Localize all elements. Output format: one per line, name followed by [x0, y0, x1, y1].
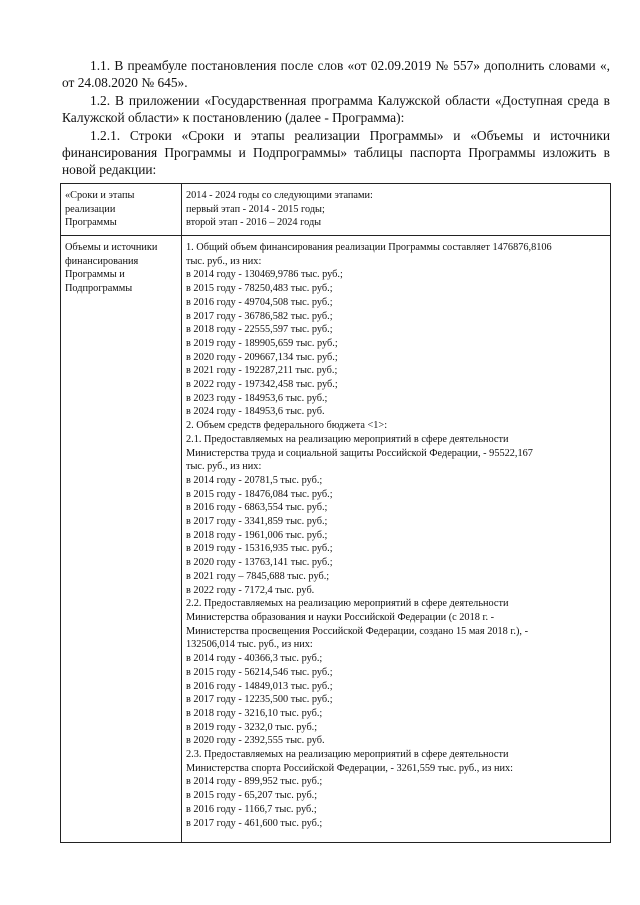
cell-line: Программы	[65, 217, 117, 229]
cell-line: «Сроки и этапы	[65, 190, 135, 201]
cell-line: тыс. руб., из них:	[186, 255, 262, 267]
cell-line: второй этап - 2016 – 2024 годы	[186, 217, 322, 229]
cell-line: 2014 - 2024 годы со следующими этапами:	[186, 190, 373, 201]
cell-line: реализации	[65, 203, 116, 215]
cell-line: в 2016 году - 14849,013 тыс. руб.;	[186, 680, 333, 692]
paragraph-1-2: 1.2. В приложении «Государственная программа Калужской области «Доступная среда в Калужской области» к постановлению (далее - Программа):	[62, 92, 610, 126]
cell-line: в 2016 году - 1166,7 тыс. руб.;	[186, 803, 317, 815]
cell-line: в 2018 году - 22555,597 тыс. руб.;	[186, 324, 333, 336]
cell-line: Министерства спорта Российской Федерации, - 3261,559 тыс. руб., из них:	[186, 762, 514, 774]
cell-line: в 2016 году - 6863,554 тыс. руб.;	[186, 502, 328, 514]
row1-label-cell	[65, 189, 177, 230]
cell-line: Министерства образования и науки Российской Федерации (с 2018 г. -	[186, 611, 495, 623]
cell-line: в 2022 году - 197342,458 тыс. руб.;	[186, 379, 338, 391]
cell-line: 2. Объем средств федерального бюджета <1>:	[186, 420, 388, 432]
cell-line: в 2017 году - 12235,500 тыс. руб.;	[186, 694, 333, 706]
cell-line: тыс. руб., из них:	[186, 461, 262, 473]
cell-line: финансирования	[65, 255, 139, 267]
cell-line: 1. Общий объем финансирования реализации Программы составляет 1476876,8106	[186, 242, 552, 253]
cell-line: в 2014 году - 40366,3 тыс. руб.;	[186, 653, 323, 665]
cell-line: в 2018 году - 1961,006 тыс. руб.;	[186, 529, 328, 541]
cell-line: 2.1. Предоставляемых на реализацию мероприятий в сфере деятельности	[186, 433, 509, 445]
cell-line: в 2015 году - 18476,084 тыс. руб.;	[186, 488, 333, 500]
cell-line: в 2021 году - 192287,211 тыс. руб.;	[186, 365, 338, 377]
cell-line: первый этап - 2014 - 2015 годы;	[186, 203, 325, 215]
passport-table	[60, 183, 611, 843]
cell-line: в 2018 году - 3216,10 тыс. руб.;	[186, 707, 323, 719]
row2-value-cell	[186, 241, 607, 830]
cell-line: в 2014 году - 899,952 тыс. руб.;	[186, 776, 323, 788]
cell-line: в 2019 году - 3232,0 тыс. руб.;	[186, 721, 318, 733]
cell-line: в 2022 году - 7172,4 тыс. руб.	[186, 584, 315, 596]
cell-line: в 2014 году - 20781,5 тыс. руб.;	[186, 474, 323, 486]
cell-line: в 2015 году - 56214,546 тыс. руб.;	[186, 666, 333, 678]
cell-line: в 2021 году – 7845,688 тыс. руб.;	[186, 570, 330, 582]
cell-line: в 2019 году - 15316,935 тыс. руб.;	[186, 543, 333, 555]
cell-line: 132506,014 тыс. руб., из них:	[186, 639, 313, 651]
cell-line: в 2020 году - 2392,555 тыс. руб.	[186, 735, 325, 747]
intro-text	[62, 57, 610, 179]
cell-line: в 2014 году - 130469,9786 тыс. руб.;	[186, 269, 343, 281]
cell-line: в 2016 году - 49704,508 тыс. руб.;	[186, 296, 333, 308]
cell-line: в 2019 году - 189905,659 тыс. руб.;	[186, 337, 338, 349]
cell-line: Подпрограммы	[65, 283, 133, 295]
cell-line: в 2020 году - 209667,134 тыс. руб.;	[186, 351, 338, 363]
cell-line: в 2020 году - 13763,141 тыс. руб.;	[186, 557, 333, 569]
cell-line: Программы и	[65, 269, 125, 281]
cell-line: в 2024 году - 184953,6 тыс. руб.	[186, 406, 325, 418]
cell-line: 2.3. Предоставляемых на реализацию мероприятий в сфере деятельности	[186, 749, 509, 761]
paragraph-1-1: 1.1. В преамбуле постановления после слов «от 02.09.2019 № 557» дополнить словами «, от 24.08.2020 № 645».	[62, 58, 610, 91]
paragraph-1-2-1: 1.2.1. Строки «Сроки и этапы реализации Программы» и «Объемы и источники финансирования Программы и Подпрограммы» таблицы паспорта Программы изложить в новой редакции:	[62, 127, 610, 178]
row1-value-cell	[186, 189, 606, 230]
row2-label-cell	[65, 241, 177, 296]
cell-line: в 2017 году - 461,600 тыс. руб.;	[186, 817, 323, 829]
cell-line: в 2023 году - 184953,6 тыс. руб.;	[186, 392, 328, 404]
cell-line: в 2015 году - 78250,483 тыс. руб.;	[186, 283, 333, 295]
cell-line: Объемы и источники	[65, 242, 158, 253]
column-divider	[181, 184, 182, 842]
row-divider	[61, 235, 610, 236]
cell-line: в 2017 году - 3341,859 тыс. руб.;	[186, 516, 328, 528]
cell-line: 2.2. Предоставляемых на реализацию мероприятий в сфере деятельности	[186, 598, 509, 610]
cell-line: Министерства просвещения Российской Федерации, создано 15 мая 2018 г.), -	[186, 625, 528, 637]
cell-line: в 2015 году - 65,207 тыс. руб.;	[186, 790, 318, 802]
cell-line: Министерства труда и социальной защиты Российской Федерации, - 95522,167	[186, 447, 533, 459]
cell-line: в 2017 году - 36786,582 тыс. руб.;	[186, 310, 333, 322]
